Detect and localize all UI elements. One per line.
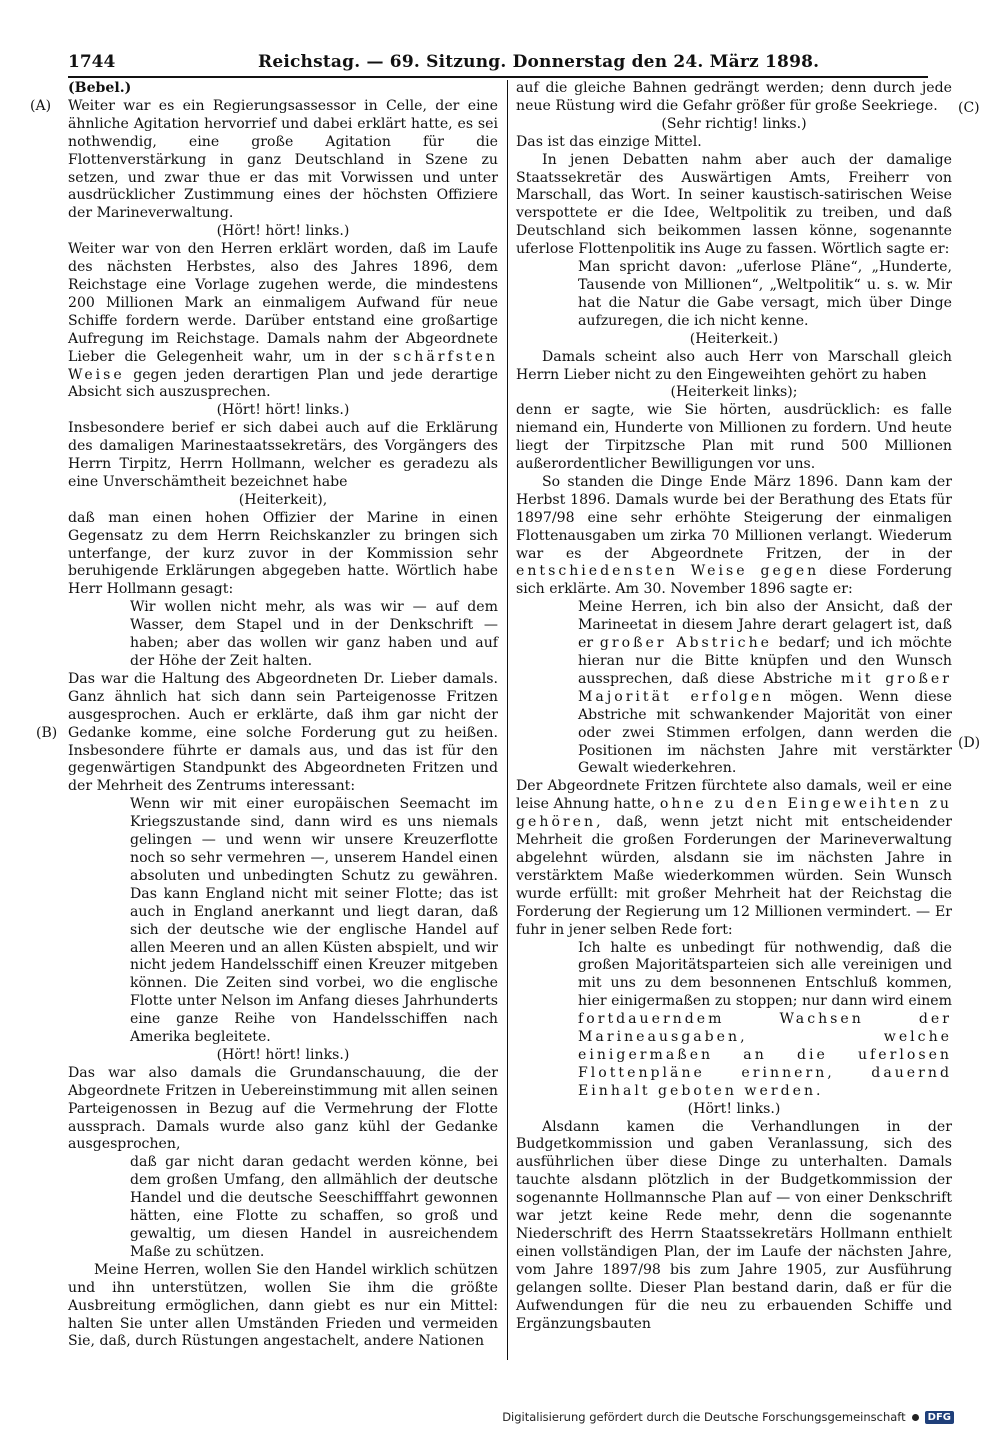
block-quote xyxy=(516,599,952,778)
left-column xyxy=(68,80,498,1351)
interjection: (Sehr richtig! links.) xyxy=(661,115,807,132)
paragraph: Damals scheint also auch Herr von Marschall gleich Herrn Lieber nicht zu den Eingeweihten gehört zu haben xyxy=(516,348,952,383)
interjection: (Heiterkeit links); xyxy=(670,384,798,401)
paragraph: Insbesondere berief er sich dabei auch auf die Erklärung des damaligen Marinestaatssekretärs, des Vorgängers des Herrn Tirpitz, Herrn Hollmann, welcher es geradezu als eine Unverschämtheit bezeichnet habe xyxy=(68,420,498,490)
margin-marker-c: (C) xyxy=(958,100,980,116)
margin-marker-d: (D) xyxy=(958,735,981,751)
interjection: (Heiterkeit.) xyxy=(689,330,779,347)
paragraph: Das war die Haltung des Abgeordneten Dr. Lieber damals. Ganz ähnlich hat sich dann sein Parteigenosse Fritzen ausgesprochen. Auch er erklärte, daß ihm gar nicht der Gedanke komme, eine solche Forderung gut zu heißen. Insbesondere führte er damals aus, und das ist für den gegenwärtigen Standpunkt des Abgeordneten Fritzen und der Mehrheit des Zentrums interessant: xyxy=(68,670,498,795)
digitization-credit xyxy=(502,1410,954,1424)
paragraph: auf die gleiche Bahnen gedrängt werden; denn durch jede neue Rüstung wird die Gefahr größer für große Seekriege. xyxy=(516,80,952,114)
block-quote xyxy=(516,940,952,1101)
right-column xyxy=(516,80,952,1333)
emphasized-text: ohne zu den Eingeweihten zu gehören, xyxy=(516,796,952,831)
emphasized-text: schärfsten Weise xyxy=(68,348,499,383)
paragraph: denn er sagte, wie Sie hörten, ausdrücklich: es falle niemand ein, Hunderte von Millionen zu fordern. Und heute liegt der Tirpitzsche Plan mit rund 500 Millionen außerordentlicher Bewilligungen vor uns. xyxy=(516,402,952,473)
block-quote: daß gar nicht daran gedacht werden könne, bei dem großen Umfang, den allmählich der deutsche Handel und die deutsche Seeschifffahrt gewonnen hätten, eine Flotte zu schaffen, so groß und gewaltig, um diesen Handel in ausreichendem Maße zu schützen. xyxy=(130,1154,498,1260)
block-quote: Wenn wir mit einer europäischen Seemacht im Kriegszustande sind, dann wird es uns niemals gelingen — und wenn wir unsere Kreuzerflotte noch so sehr vermehren —, unserem Handel einen absoluten und unbedingten Schutz zu gewähren. Das kann England nicht mit seiner Flotte; das ist auch in England anerkannt und liegt daran, daß sich der deutsche wie der englische Handel auf allen Meeren und an allen Küsten abspielt, und wir nicht jedem Handelsschiff einen Kreuzer mitgeben können. Die Zeiten sind vorbei, wo die englische Flotte unter Nelson im Anfang dieses Jahrhunderts eine ganze Reihe von Handelsschiffen nach Amerika begleitete. xyxy=(130,796,498,1046)
interjection: (Heiterkeit), xyxy=(238,491,328,508)
text-run: Weiter war von den Herren erklärt worden, daß im Laufe des nächsten Herbstes, also des Jahres 1896, dem Reichstage eine Vorlage zugehen werde, die mindestens 200 Millionen Mark an einmaligem Aufwand für neue Schiffe fordern werde. Darüber entstand eine großartige Aufregung im Reichstage. Damals nahm der Abgeordnete Lieber die Gelegenheit wahr, um in der xyxy=(68,241,498,365)
paragraph xyxy=(516,778,952,939)
margin-marker-a: (A) xyxy=(30,98,52,114)
interjection: (Hört! links.) xyxy=(687,1100,781,1117)
block-quote: Wir wollen nicht mehr, als was wir — auf dem Wasser, dem Stapel und in der Denkschrift — haben; aber das wollen wir ganz haben und auf der Höhe der Zeit halten. xyxy=(130,599,498,669)
column-divider xyxy=(507,80,508,1360)
text-run: mögen. Wenn diese Abstriche mit schwankender Majorität von einer oder zwei Stimmen erfolgen, dann werden die Positionen im nächsten Jahre mit verstärkter Gewalt wiederkehren. xyxy=(578,688,952,777)
bullet-icon xyxy=(912,1414,919,1421)
text-run: Meine Herren, ich bin also der Ansicht, daß der Marineetat in diesem Jahre derart gelagert ist, daß er xyxy=(578,599,952,652)
interjection: (Hört! hört! links.) xyxy=(216,223,350,240)
emphasized-text: großer Abstriche xyxy=(599,635,772,652)
text-run: gegen jeden derartigen Plan und jede derartige Absicht sich auszusprechen. xyxy=(68,366,498,401)
dfg-logo: DFG xyxy=(925,1411,954,1424)
paragraph: daß man einen hohen Offizier der Marine in einen Gegensatz zu dem Herrn Reichskanzler zu bringen sich unterfange, der kurz zuvor in der Kommission sehr beruhigende Erklärungen abgegeben hatte. Wörtlich habe Herr Hollmann gesagt: xyxy=(68,509,498,598)
credit-text: Digitalisierung gefördert durch die Deutsche Forschungsgemeinschaft xyxy=(502,1410,906,1424)
page-header xyxy=(68,52,928,78)
interjection: (Hört! hört! links.) xyxy=(216,402,350,419)
paragraph xyxy=(68,241,498,402)
text-run: bedarf; und ich möchte hieran nur die Bitte knüpfen und den Wunsch aussprechen, daß diese Abstriche xyxy=(578,635,953,687)
page-number: 1744 xyxy=(68,52,116,72)
block-quote: Man spricht davon: „uferlose Pläne“, „Hunderte, Tausende von Millionen“, „Weltpolitik“ u. s. w. Mir hat die Natur die Gabe versagt, mich über Dinge aufzuregen, die ich nicht kenne. xyxy=(578,259,952,329)
text-run: Der Abgeordnete Fritzen fürchtete also damals, weil er eine leise Ahnung hatte, xyxy=(516,778,952,813)
speaker-name: (Bebel.) xyxy=(68,80,132,96)
paragraph: Meine Herren, wollen Sie den Handel wirklich schützen und ihn unterstützen, wollen Sie ihm die größte Ausbreitung ermöglichen, dann giebt es nur ein Mittel: halten Sie unter allen Umständen Frieden und vermeiden Sie, daß, durch Rüstungen angestachelt, andere Nationen xyxy=(68,1261,498,1350)
text-run: daß, wenn jetzt nicht mit entscheidender Mehrheit die großen Forderungen der Marineverwaltung abgelehnt würden, alsdann sie im nächsten Jahre in verstärktem Maße wiederkommen würden. Sein Wunsch wurde erfüllt: mit großer Mehrheit hat der Reichstag die Forderung der Regierung um 12 Millionen vermindert. — Er fuhr in jener selben Rede fort: xyxy=(516,814,952,938)
paragraph: In jenen Debatten nahm aber auch der damalige Staatssekretär des Auswärtigen Amts, Freiherr von Marschall, das Wort. In seiner kaustisch-satirischen Weise verspottete er die Idee, Weltpolitik zu treiben, und daß Deutschland sich beikommen lassen könne, sogenannte uferlose Flottenpolitik ins Auge zu fassen. Wörtlich sagte er: xyxy=(516,151,952,258)
running-title: Reichstag. — 69. Sitzung. Donnerstag den 24. März 1898. xyxy=(258,52,820,72)
paragraph: Alsdann kamen die Verhandlungen in der Budgetkommission und gaben Veranlassung, sich des ausführlichen über diese Dinge zu unterhalten. Damals tauchte alsdann plötzlich in der Budgetkommission der sogenannte Hollmannsche Plan auf — von einer Denkschrift war jetzt keine Rede mehr, denn die sogenannte Niederschrift des Herrn Staatssekretärs Hollmann enthielt einen vollständigen Plan, der im Laufe der nächsten Jahre, vom Jahre 1897/98 bis zum Jahre 1905, zur Ausführung gelangen sollte. Dieser Plan bestand darin, daß er für die Aufwendungen für die neu zu erbauenden Schiffe und Ergänzungsbauten xyxy=(516,1118,952,1332)
paragraph: Weiter war es ein Regierungsassessor in Celle, der eine ähnliche Agitation hervorrief und dabei erklärt hatte, es sei nothwendig, eine große Agitation für die Flottenverstärkung in ganz Deutschland in Szene zu setzen, und zwar thue er das mit Vorwissen und unter ausdrücklicher Zustimmung eines der höchsten Offiziere der Marineverwaltung. xyxy=(68,97,498,222)
paragraph xyxy=(516,474,952,599)
emphasized-text: mit großer Majorität erfolgen xyxy=(578,670,952,705)
margin-marker-b: (B) xyxy=(36,725,58,741)
paragraph: Das ist das einzige Mittel. xyxy=(516,133,702,150)
text-run: Ich halte es unbedingt für nothwendig, daß die großen Majoritätsparteien sich alle vereinigen und mit uns zu dem besonnenen Entschluß kommen, hier einigermaßen zu stoppen; nur dann wird einem xyxy=(578,939,952,1010)
paragraph: Das war also damals die Grundanschauung, die der Abgeordnete Fritzen in Uebereinstimmung mit allen seinen Parteigenossen in Bezug auf die Vermehrung der Flotte aussprach. Damals wurde also ganz kühl der Gedanke ausgesprochen, xyxy=(68,1064,498,1153)
header-rule xyxy=(68,76,928,78)
emphasized-text: fortdauerndem Wachsen der Marineausgaben, welche einigermaßen an die uferlosen Flottenpläne erinnern, dauernd Einhalt geboten werden. xyxy=(578,1011,952,1099)
text-run: diese Forderung sich erklärte. Am 30. November 1896 sagte er: xyxy=(516,563,953,598)
text-run: So standen die Dinge Ende März 1896. Dann kam der Herbst 1896. Damals wurde bei der Berathung des Etats für 1897/98 eine sehr erhöhte Steigerung der einmaligen Flottenausgaben um zirka 70 Millionen verlangt. Wiederum war es der Abgeordnete Fritzen, der in der xyxy=(516,473,952,562)
emphasized-text: entschiedensten Weise gegen xyxy=(516,563,820,580)
interjection: (Hört! hört! links.) xyxy=(216,1046,350,1063)
